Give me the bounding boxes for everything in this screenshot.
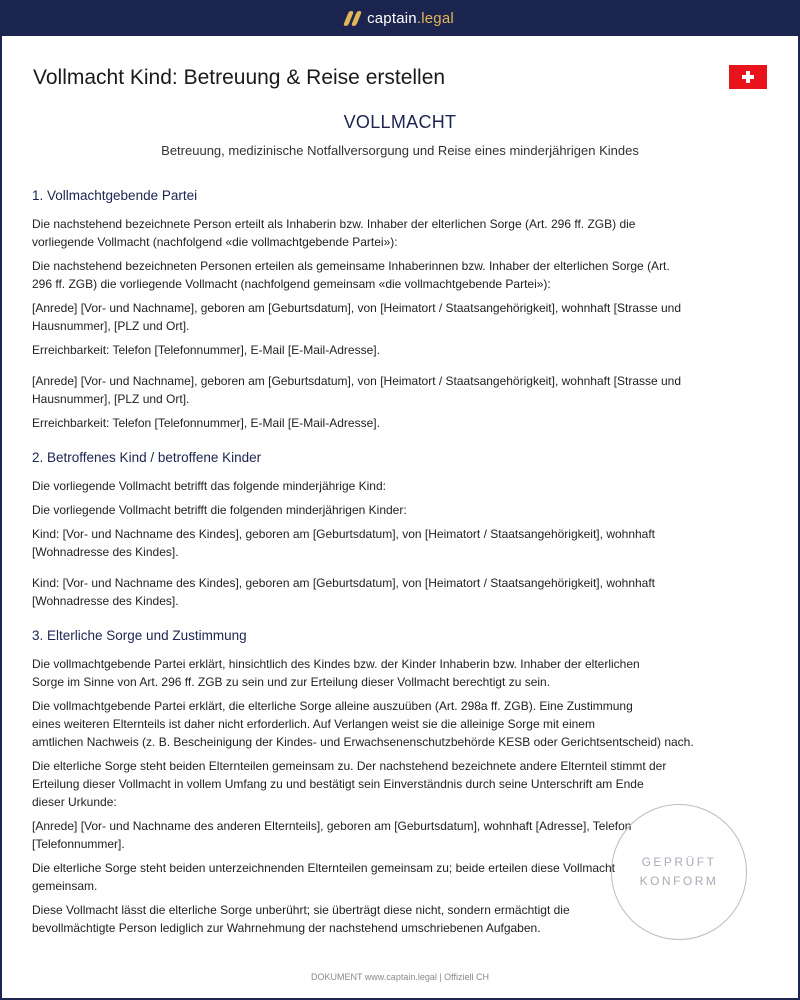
captain-legal-logo-icon [346,11,359,26]
swiss-flag-icon [729,65,767,89]
stamp-line-1: GEPRÜFT [641,855,717,869]
stamp-line-2: KONFORM [639,874,719,888]
paragraph: Kind: [Vor- und Nachname des Kindes], geboren am [Geburtsdatum], von [Heimatort / Staatsangehörigkeit], wohnhaft [Wohnadresse des Kindes]. [32,527,656,559]
section-title: 1. Vollmachtgebende Partei [32,188,198,203]
top-bar [0,0,800,36]
paragraph: Die vorliegende Vollmacht betrifft das folgende minderjährige Kind: [32,479,386,493]
paragraph: Erreichbarkeit: Telefon [Telefonnummer], E-Mail [E-Mail-Adresse]. [32,343,380,357]
brand-main: captain [367,9,417,27]
document-page [2,36,798,998]
paragraph: Die nachstehend bezeichneten Personen erteilen als gemeinsame Inhaberinnen bzw. Inhaber der elterlichen Sorge (Art. 296 ff. ZGB) die vorliegende Vollmacht (nachfolgend gemeinsam «die vollmachtgebende Partei»): [32,259,670,291]
paragraph: [Anrede] [Vor- und Nachname], geboren am [Geburtsdatum], von [Heimatort / Staatsangehörigkeit], wohnhaft [Strasse und Hausnummer], [PLZ und Ort]. [32,301,682,333]
paragraph: Die vollmachtgebende Partei erklärt, hinsichtlich des Kindes bzw. der Kinder Inhaberin bzw. Inhaber der elterlichen Sorge im Sinne von Art. 296 ff. ZGB zu sein und zur Erteilung dieser Vollmacht berechtigt zu sein. [32,657,640,689]
paragraph: Die elterliche Sorge steht beiden unterzeichnenden Elternteilen gemeinsam zu; beide erteilen diese Vollmacht gemeinsam. [32,861,616,893]
paragraph: [Anrede] [Vor- und Nachname des anderen Elternteils], geboren am [Geburtsdatum], wohnhaft [Adresse], Telefon [Telefonnummer]. [32,819,632,851]
paragraph: Die vollmachtgebende Partei erklärt, die elterliche Sorge alleine auszuüben (Art. 298a ff. ZGB). Eine Zustimmung eines weiteren Elternteils ist daher nicht erforderlich. Auf Verlangen weist sie die alleinige Sorge mit einem amtlichen Nachweis (z. B. Bescheinigung der Kindes- und Erwachsenenschutzbehörde KESB oder Gerichtsentscheid) nach. [32,699,694,749]
document-footer: DOKUMENT www.captain.legal | Offiziell CH [310,972,490,982]
section-betroffenes-kind [32,450,772,610]
paragraph: [Anrede] [Vor- und Nachname], geboren am [Geburtsdatum], von [Heimatort / Staatsangehörigkeit], wohnhaft [Strasse und Hausnummer], [PLZ und Ort]. [32,374,682,406]
paragraph: Kind: [Vor- und Nachname des Kindes], geboren am [Geburtsdatum], von [Heimatort / Staatsangehörigkeit], wohnhaft [Wohnadresse des Kindes]. [32,576,656,608]
paragraph: Diese Vollmacht lässt die elterliche Sorge unberührt; sie überträgt diese nicht, sondern ermächtigt die bevollmächtigte Person lediglich zur Wahrnehmung der nachstehend umschriebenen Aufgaben. [32,903,570,935]
paragraph: Die elterliche Sorge steht beiden Elternteilen gemeinsam zu. Der nachstehend bezeichnete andere Elternteil stimmt der Erteilung dieser Vollmacht in vollem Umfang zu und bestätigt sein Einverständnis durch seine Unterschrift am Ende dieser Urkunde: [32,759,667,809]
section-title: 3. Elterliche Sorge und Zustimmung [32,628,247,643]
brand-dot: . [416,9,422,27]
paragraph: Erreichbarkeit: Telefon [Telefonnummer], E-Mail [E-Mail-Adresse]. [32,416,380,430]
document-heading: VOLLMACHT [343,112,457,132]
paragraph: Die nachstehend bezeichnete Person erteilt als Inhaberin bzw. Inhaber der elterlichen Sorge (Art. 296 ff. ZGB) die vorliegende Vollmacht (nachfolgend «die vollmachtgebende Partei»): [32,217,636,249]
document-subheading: Betreuung, medizinische Notfallversorgung und Reise eines minderjährigen Kindes [161,143,639,158]
brand-name[interactable] [367,10,454,27]
paragraph: Die vorliegende Vollmacht betrifft die folgenden minderjährigen Kinder: [32,503,407,517]
page-title: Vollmacht Kind: Betreuung & Reise erstellen [33,66,446,89]
section-title: 2. Betroffenes Kind / betroffene Kinder [32,450,262,465]
brand-tld: legal [421,9,454,27]
section-vollmachtgebende-partei [32,188,772,432]
verified-stamp [611,804,747,940]
